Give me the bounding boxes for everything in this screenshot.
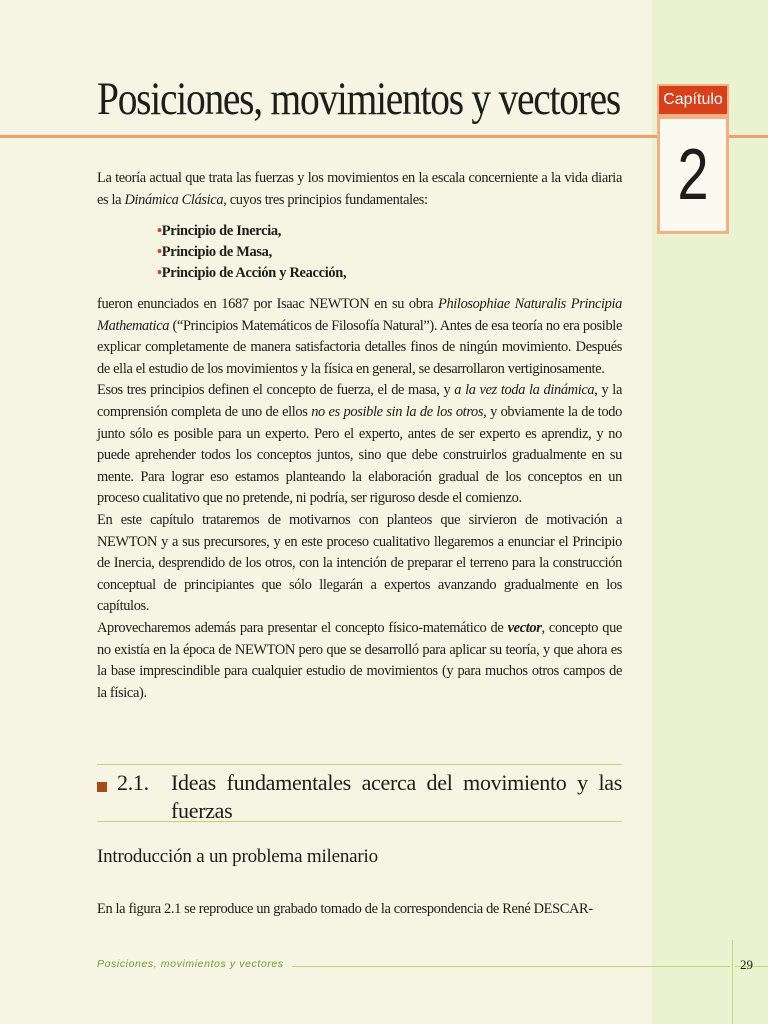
- p2-text-b: , y la comprensión completa de uno de ellos: [97, 382, 622, 420]
- p2-italic-1: a la vez toda la dinámica: [454, 382, 595, 399]
- chapter-number-box: [657, 116, 729, 234]
- section-title: Ideas fundamentales acerca del movimiento y las fuerzas: [171, 770, 622, 823]
- paragraph-chapter-plan: En este capítulo trataremos de motivarnos con planteos que sirvieron de motivación a NEWTON y a sus precursores, y en este proceso cualitativo llegaremos a enunciar el Principio de Inercia, desprendido de los otros, con la intención de preparar el terreno para la construcción conceptual de principiantes que sólo llegarán a expertos avanzando gradualmente en los capítulos.: [97, 511, 622, 615]
- principle-item: [157, 221, 346, 242]
- chapter-title: Posiciones, movimientos y vectores: [97, 73, 620, 125]
- bullet-dot: •: [157, 265, 162, 282]
- paragraph-principles: [97, 380, 622, 510]
- chapter-label: Capítulo: [657, 84, 729, 116]
- bullet-dot: •: [157, 244, 162, 261]
- p4-text-a: Aprovecharemos además para presentar el concepto físico-matemático de: [97, 619, 508, 636]
- intro-text-1: La teoría actual que trata las fuerzas y los movimientos en la escala concerniente a la vida diaria es la: [97, 170, 622, 208]
- paragraph-vector: [97, 618, 622, 704]
- principle-label: Principio de Acción y Reacción,: [161, 265, 347, 282]
- subsection-title: Introducción a un problema milenario: [97, 846, 378, 867]
- bullet-dot: •: [157, 223, 162, 239]
- intro-text-2: , cuyos tres principios fundamentales:: [223, 191, 428, 208]
- p2-text-a: Esos tres principios definen el concepto de fuerza, el de masa, y: [97, 382, 455, 399]
- paragraph-newton: [97, 294, 622, 380]
- principle-label: Principio de Inercia,: [161, 223, 282, 239]
- intro-paragraph: [97, 168, 622, 211]
- p4-text-b: , concepto que no existía en la época de NEWTON pero que se desarrolló para aplicar su teoría, y que ahora es la base imprescindible para cualquier estudio de movimientos (y para muchos otros campos de la física).: [97, 619, 622, 701]
- principle-label: Principio de Masa,: [161, 244, 272, 261]
- page-number: 29: [740, 957, 753, 972]
- chapter-number: 2: [677, 135, 709, 215]
- closing-line: En la figura 2.1 se reproduce un grabado tomado de la correspondencia de René DESCAR-: [97, 901, 593, 917]
- p2-italic-2: no es posible sin la de los otros: [311, 403, 484, 420]
- footer-rule: [292, 966, 730, 967]
- section-heading: [97, 764, 622, 822]
- p2-text-c: , y obviamente la de todo junto sólo es posible para un experto. Pero el experto, antes de ser experto es aprendiz, y no puede aprehender todos los conceptos juntos, sino que debe construirlos gradualmente en su mente. Para lograr eso estamos planteando la elaboración gradual de los conceptos en un proceso cualitativo que no pretende, ni podría, ser riguroso desde el comienzo.: [97, 403, 622, 507]
- section-number: 2.1.: [117, 770, 149, 795]
- p1-italic: Philosophiae Naturalis Principia Mathematica: [97, 296, 622, 334]
- main-body: [97, 294, 622, 704]
- principles-list: [157, 221, 346, 285]
- intro-italic: Dinámica Clásica: [124, 191, 224, 208]
- title-rule: [0, 135, 768, 138]
- p1-text-a: fueron enunciados en 1687 por Isaac NEWTON en su obra: [97, 296, 438, 312]
- section-bullet-icon: [97, 782, 107, 792]
- p1-text-b: (“Principios Matemáticos de Filosofía Natural”). Antes de esa teoría no era posible explicar completamente de manera satisfactoria detalles finos de ningún movimiento. Después de ella el estudio de los movimientos y la física en general, se desarrollaron vertiginosamente.: [97, 317, 622, 377]
- footer-running-title: Posiciones, movimientos y vectores: [97, 958, 284, 970]
- footer-divider-vertical: [732, 940, 733, 1024]
- p4-bold-italic: vector: [507, 619, 542, 636]
- principle-item: [157, 263, 346, 284]
- principle-item: [157, 242, 346, 263]
